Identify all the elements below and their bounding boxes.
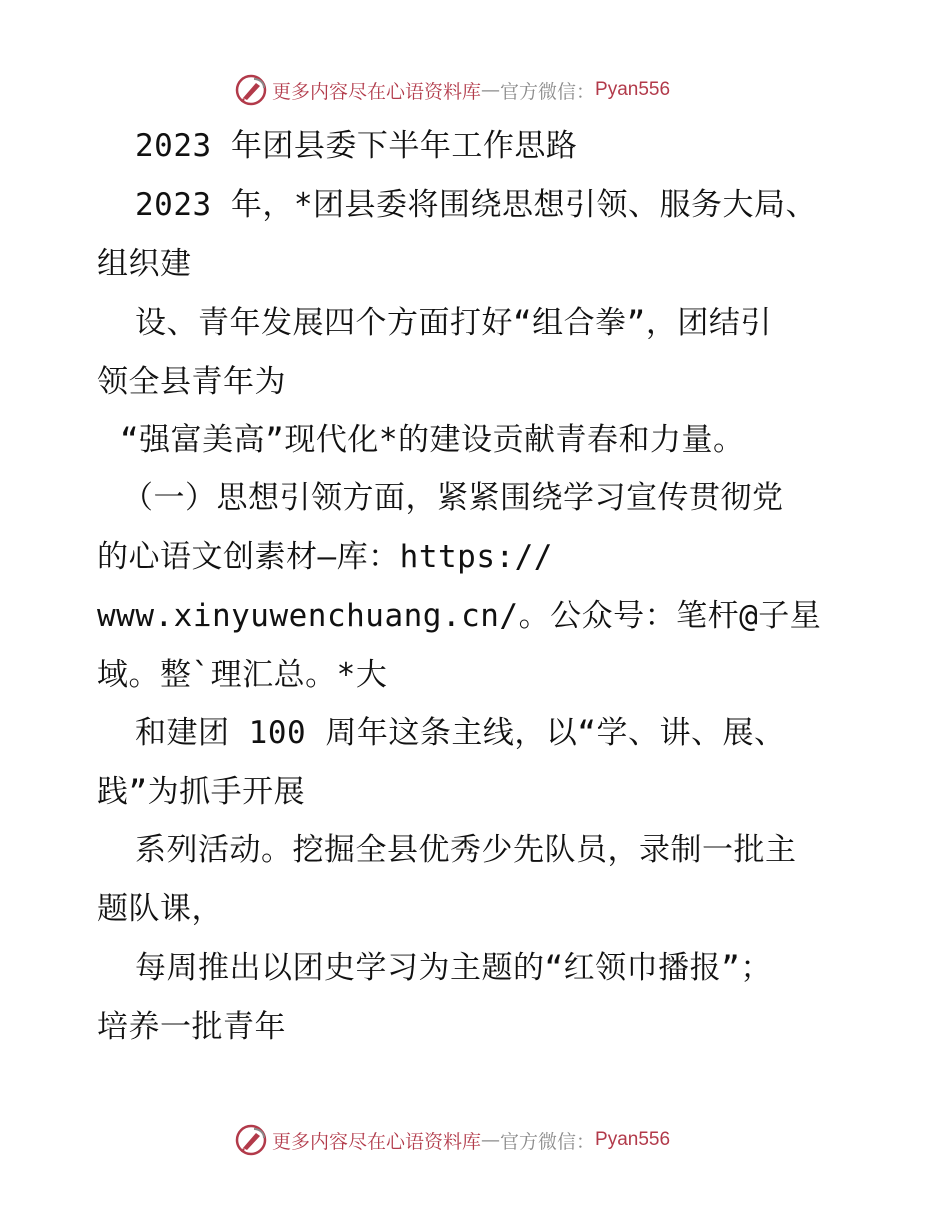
footer-banner (234, 1120, 670, 1160)
pen-logo-icon (234, 73, 268, 107)
paragraph-line: 域。整`理汇总。*大 (97, 657, 388, 693)
paragraph-line: www.xinyuwenchuang.cn/。公众号：笔杆@子星 (97, 598, 822, 634)
paragraph-line: 培养一批青年 (97, 1009, 286, 1045)
paragraph-line: 每周推出以团史学习为主题的“红领巾播报”； (135, 950, 772, 986)
paragraph-line: 题队课， (97, 891, 223, 927)
banner-slogan: 更多内容尽在心语资料库 (272, 1130, 482, 1153)
document-title: 2023 年团县委下半年工作思路 (135, 128, 578, 164)
paragraph-line: “强富美高”现代化*的建设贡献青春和力量。 (120, 422, 745, 458)
paragraph-line: 设、青年发展四个方面打好“组合拳”，团结引 (135, 305, 772, 341)
paragraph-line: 践”为抓手开展 (97, 774, 306, 810)
paragraph-line: 系列活动。挖掘全县优秀少先队员，录制一批主 (135, 832, 797, 868)
paragraph-line: 和建团 100 周年这条主线，以“学、讲、展、 (135, 715, 786, 751)
banner-slogan: 更多内容尽在心语资料库 (272, 80, 482, 103)
pen-logo-icon (234, 1123, 268, 1157)
paragraph-line: 领全县青年为 (97, 364, 286, 400)
banner-separator: — (481, 79, 501, 101)
paragraph-line: 2023 年，*团县委将围绕思想引领、服务大局、 (135, 187, 817, 223)
banner-separator: — (481, 1129, 501, 1151)
banner-wechat-label: 官方微信： (500, 80, 596, 103)
banner-wechat-id: Pyan556 (595, 79, 671, 100)
paragraph-line: 的心语文创素材—库：https:// (97, 539, 553, 575)
paragraph-line: 组织建 (97, 246, 192, 282)
paragraph-line: （一）思想引领方面，紧紧围绕学习宣传贯彻党 (122, 480, 784, 516)
banner-wechat-label: 官方微信： (500, 1130, 596, 1153)
header-banner (234, 70, 670, 110)
banner-wechat-id: Pyan556 (595, 1129, 671, 1150)
